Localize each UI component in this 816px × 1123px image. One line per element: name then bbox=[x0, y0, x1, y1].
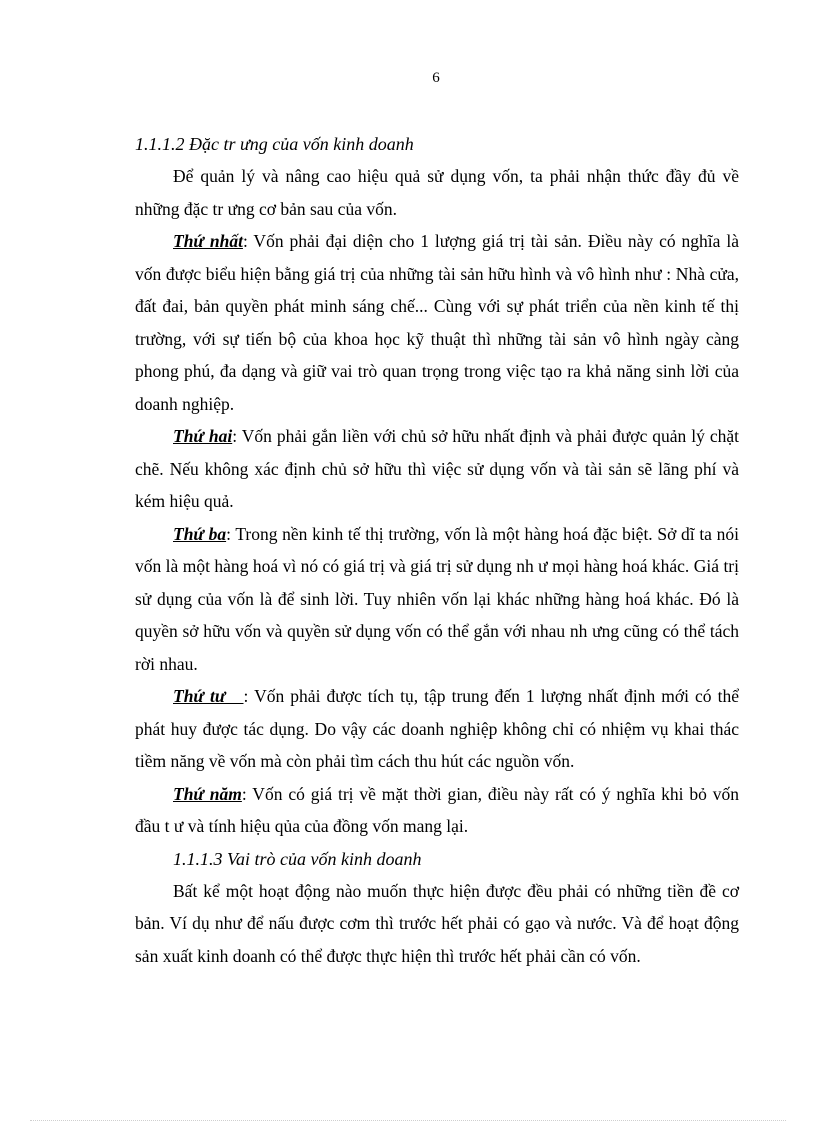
paragraph-fifth-characteristic bbox=[135, 778, 739, 843]
paragraph-text: : Vốn phải đại diện cho 1 lượng giá trị tài sản. Điều này có nghĩa là vốn được biểu hiện bằng giá trị của những tài sản hữu hình và vô hình như : Nhà cửa, đất đai, bản quyền phát minh sáng chế... Cùng với sự phát triển của nền kinh tế thị trường, với sự tiến bộ của khoa học kỹ thuật thì những tài sản vô hình ngày càng phong phú, đa dạng và giữ vai trò quan trọng trong việc tạo ra khả năng sinh lời của doanh nghiệp. bbox=[135, 231, 739, 414]
page-bottom-divider bbox=[30, 1120, 786, 1121]
lead-term: Thứ tư bbox=[173, 686, 244, 706]
lead-term: Thứ năm bbox=[173, 783, 242, 804]
paragraph-third-characteristic bbox=[135, 518, 739, 681]
paragraph-text: : Vốn có giá trị về mặt thời gian, điều này rất có ý nghĩa khi bỏ vốn đầu t ư và tính hiệu qủa của đồng vốn mang lại. bbox=[135, 783, 739, 836]
lead-term: Thứ hai bbox=[173, 426, 233, 446]
lead-term: Thứ nhất bbox=[173, 231, 243, 251]
page-number: 6 bbox=[432, 70, 440, 86]
document-body bbox=[135, 128, 739, 972]
paragraph-text: : Vốn phải gắn liền với chủ sở hữu nhất định và phải được quản lý chặt chẽ. Nếu không xác định chủ sở hữu thì việc sử dụng vốn và tài sản sẽ lãng phí và kém hiệu quả. bbox=[135, 426, 739, 511]
intro-paragraph: Để quản lý và nâng cao hiệu quả sử dụng vốn, ta phải nhận thức đầy đủ về những đặc tr ưng cơ bản sau của vốn. bbox=[135, 166, 739, 219]
lead-term: Thứ ba bbox=[173, 523, 227, 544]
paragraph-first-characteristic bbox=[135, 225, 739, 420]
paragraph-fourth-characteristic bbox=[135, 680, 739, 778]
paragraph-text: : Vốn phải được tích tụ, tập trung đến 1 lượng nhất định mới có thể phát huy được tác dụng. Do vậy các doanh nghiệp không chỉ có nhiệm vụ khai thác tiềm năng về vốn mà còn phải tìm cách thu hút các nguồn vốn. bbox=[135, 686, 739, 771]
section-heading-characteristics: 1.1.1.2 Đặc tr ưng của vốn kinh doanh bbox=[135, 134, 414, 154]
paragraph-text: : Trong nền kinh tế thị trường, vốn là một hàng hoá đặc biệt. Sở dĩ ta nói vốn là một hàng hoá vì nó có giá trị và giá trị sử dụng nh ư mọi hàng hoá khác. Giá trị sử dụng của vốn là để sinh lời. Tuy nhiên vốn lại khác những hàng hoá khác. Đó là quyền sở hữu vốn và quyền sử dụng vốn có thể gắn với nhau nh ưng cũng có thể tách rời nhau. bbox=[135, 523, 739, 674]
role-paragraph: Bất kể một hoạt động nào muốn thực hiện được đều phải có những tiền đề cơ bản. Ví dụ như để nấu được cơm thì trước hết phải có gạo và nước. Và để hoạt động sản xuất kinh doanh có thể được thực hiện thì trước hết phải cần có vốn. bbox=[135, 880, 739, 966]
paragraph-second-characteristic bbox=[135, 420, 739, 518]
section-heading-role: 1.1.1.3 Vai trò của vốn kinh doanh bbox=[173, 848, 422, 869]
